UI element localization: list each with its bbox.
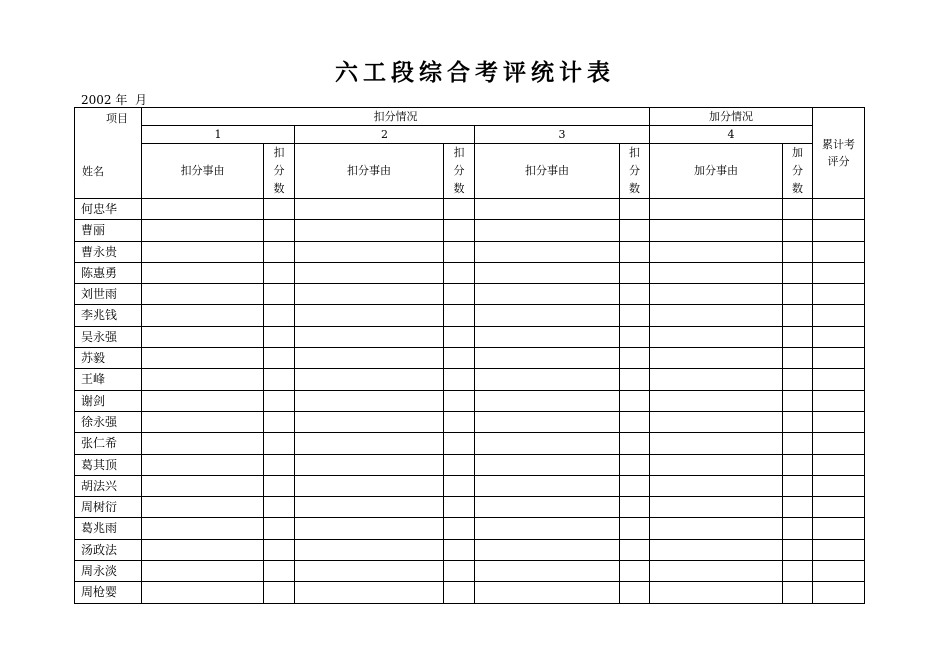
- score-cell[interactable]: [620, 433, 650, 454]
- score-cell[interactable]: [264, 539, 295, 560]
- score-cell[interactable]: [295, 220, 444, 241]
- table-row: [75, 199, 865, 220]
- score-cell[interactable]: [142, 305, 264, 326]
- score-cell[interactable]: [142, 561, 264, 582]
- score-cell[interactable]: [444, 390, 475, 411]
- score-cell[interactable]: [650, 326, 783, 347]
- employee-name: 苏毅: [75, 348, 142, 369]
- score-cell[interactable]: [444, 411, 475, 432]
- score-cell[interactable]: [295, 241, 444, 262]
- score-cell[interactable]: [783, 497, 813, 518]
- employee-name: 周枪婴: [75, 582, 142, 603]
- deduct-points-label-3: 扣分数: [629, 146, 640, 195]
- score-cell[interactable]: [650, 390, 783, 411]
- score-cell[interactable]: [295, 369, 444, 390]
- col-number-4: 4: [650, 126, 813, 144]
- score-cell[interactable]: [783, 348, 813, 369]
- score-cell[interactable]: [295, 390, 444, 411]
- score-cell[interactable]: [783, 369, 813, 390]
- score-cell[interactable]: [650, 582, 783, 603]
- score-cell[interactable]: [444, 539, 475, 560]
- employee-name: 曹永贵: [75, 241, 142, 262]
- score-cell[interactable]: [620, 220, 650, 241]
- table-row: [75, 454, 865, 475]
- score-cell[interactable]: [783, 199, 813, 220]
- score-cell[interactable]: [264, 241, 295, 262]
- score-cell[interactable]: [813, 539, 865, 560]
- score-cell[interactable]: [264, 561, 295, 582]
- score-cell[interactable]: [650, 497, 783, 518]
- score-cell[interactable]: [475, 433, 620, 454]
- item-name-header: [75, 108, 142, 199]
- employee-name: 何忠华: [75, 199, 142, 220]
- score-cell[interactable]: [264, 262, 295, 283]
- score-cell[interactable]: [264, 284, 295, 305]
- score-cell[interactable]: [620, 241, 650, 262]
- score-cell[interactable]: [475, 369, 620, 390]
- score-cell[interactable]: [142, 454, 264, 475]
- score-cell[interactable]: [264, 199, 295, 220]
- score-cell[interactable]: [650, 348, 783, 369]
- score-cell[interactable]: [475, 497, 620, 518]
- employee-name: 张仁希: [75, 433, 142, 454]
- score-cell[interactable]: [142, 390, 264, 411]
- total-score-label: 累计考评分: [822, 138, 855, 168]
- score-cell[interactable]: [444, 518, 475, 539]
- score-cell[interactable]: [783, 433, 813, 454]
- date-line: 2002 年 月: [81, 93, 147, 107]
- score-cell[interactable]: [295, 326, 444, 347]
- score-cell[interactable]: [813, 582, 865, 603]
- score-cell[interactable]: [620, 369, 650, 390]
- score-cell[interactable]: [295, 262, 444, 283]
- score-cell[interactable]: [783, 305, 813, 326]
- table-row: [75, 475, 865, 496]
- score-cell[interactable]: [142, 369, 264, 390]
- score-cell[interactable]: [264, 369, 295, 390]
- employee-name: 曹丽: [75, 220, 142, 241]
- score-cell[interactable]: [295, 284, 444, 305]
- score-cell[interactable]: [444, 199, 475, 220]
- score-cell[interactable]: [142, 348, 264, 369]
- score-cell[interactable]: [142, 326, 264, 347]
- score-cell[interactable]: [813, 305, 865, 326]
- score-cell[interactable]: [783, 454, 813, 475]
- score-cell[interactable]: [650, 305, 783, 326]
- employee-name: 胡法兴: [75, 475, 142, 496]
- score-cell[interactable]: [813, 497, 865, 518]
- table-row: [75, 326, 865, 347]
- deduct-group-header: 扣分情况: [142, 108, 650, 126]
- score-cell[interactable]: [142, 241, 264, 262]
- score-cell[interactable]: [813, 326, 865, 347]
- score-cell[interactable]: [475, 262, 620, 283]
- score-cell[interactable]: [650, 561, 783, 582]
- score-cell[interactable]: [444, 433, 475, 454]
- score-cell[interactable]: [650, 262, 783, 283]
- score-cell[interactable]: [142, 582, 264, 603]
- score-cell[interactable]: [142, 433, 264, 454]
- score-cell[interactable]: [295, 348, 444, 369]
- score-cell[interactable]: [620, 475, 650, 496]
- score-cell[interactable]: [475, 454, 620, 475]
- table-row: [75, 497, 865, 518]
- score-cell[interactable]: [264, 348, 295, 369]
- employee-name: 周树衍: [75, 497, 142, 518]
- score-cell[interactable]: [813, 411, 865, 432]
- table-row: [75, 220, 865, 241]
- score-cell[interactable]: [650, 454, 783, 475]
- page-title: 六工段综合考评统计表: [335, 59, 615, 86]
- score-cell[interactable]: [295, 199, 444, 220]
- evaluation-table: [74, 107, 865, 604]
- score-cell[interactable]: [295, 518, 444, 539]
- score-cell[interactable]: [444, 348, 475, 369]
- table-row: [75, 411, 865, 432]
- score-cell[interactable]: [444, 262, 475, 283]
- score-cell[interactable]: [813, 199, 865, 220]
- score-cell[interactable]: [620, 561, 650, 582]
- score-cell[interactable]: [650, 199, 783, 220]
- score-cell[interactable]: [650, 411, 783, 432]
- score-cell[interactable]: [444, 305, 475, 326]
- col-number-2: 2: [295, 126, 475, 144]
- deduct-points-label-2: 扣分数: [453, 146, 465, 195]
- score-cell[interactable]: [444, 220, 475, 241]
- score-cell[interactable]: [620, 262, 650, 283]
- score-cell[interactable]: [264, 305, 295, 326]
- table-row: [75, 539, 865, 560]
- score-cell[interactable]: [620, 390, 650, 411]
- score-cell[interactable]: [475, 411, 620, 432]
- score-cell[interactable]: [295, 539, 444, 560]
- score-cell[interactable]: [295, 497, 444, 518]
- score-cell[interactable]: [295, 582, 444, 603]
- score-cell[interactable]: [142, 199, 264, 220]
- score-cell[interactable]: [783, 326, 813, 347]
- score-cell[interactable]: [264, 454, 295, 475]
- employee-name: 汤政法: [75, 539, 142, 560]
- score-cell[interactable]: [264, 475, 295, 496]
- score-cell[interactable]: [620, 582, 650, 603]
- score-cell[interactable]: [620, 326, 650, 347]
- score-cell[interactable]: [620, 518, 650, 539]
- score-cell[interactable]: [813, 348, 865, 369]
- score-cell[interactable]: [783, 241, 813, 262]
- score-cell[interactable]: [142, 539, 264, 560]
- employee-name: 刘世雨: [75, 284, 142, 305]
- score-cell[interactable]: [142, 284, 264, 305]
- score-cell[interactable]: [475, 390, 620, 411]
- score-cell[interactable]: [620, 411, 650, 432]
- deduct-points-header-2: [444, 144, 475, 199]
- score-cell[interactable]: [620, 497, 650, 518]
- score-cell[interactable]: [444, 497, 475, 518]
- employee-name: 葛其顶: [75, 454, 142, 475]
- score-cell[interactable]: [783, 390, 813, 411]
- score-cell[interactable]: [444, 241, 475, 262]
- score-cell[interactable]: [142, 518, 264, 539]
- score-cell[interactable]: [295, 433, 444, 454]
- employee-name: 周永淡: [75, 561, 142, 582]
- score-cell[interactable]: [783, 561, 813, 582]
- score-cell[interactable]: [264, 518, 295, 539]
- score-cell[interactable]: [475, 518, 620, 539]
- score-cell[interactable]: [142, 262, 264, 283]
- score-cell[interactable]: [475, 539, 620, 560]
- score-cell[interactable]: [295, 305, 444, 326]
- score-cell[interactable]: [620, 539, 650, 560]
- deduct-points-header-3: [620, 144, 650, 199]
- score-cell[interactable]: [444, 326, 475, 347]
- score-cell[interactable]: [264, 326, 295, 347]
- table-row: [75, 518, 865, 539]
- score-cell[interactable]: [620, 284, 650, 305]
- score-cell[interactable]: [475, 348, 620, 369]
- score-cell[interactable]: [620, 348, 650, 369]
- score-cell[interactable]: [444, 454, 475, 475]
- score-cell[interactable]: [813, 262, 865, 283]
- score-cell[interactable]: [475, 199, 620, 220]
- table-row: [75, 284, 865, 305]
- deduct-reason-header-2: 扣分事由: [295, 144, 444, 199]
- total-score-header: [813, 108, 865, 199]
- item-header-label: 项目: [106, 112, 128, 125]
- score-cell[interactable]: [475, 582, 620, 603]
- employee-name: 谢剑: [75, 390, 142, 411]
- score-cell[interactable]: [650, 369, 783, 390]
- deduct-points-label-1: 扣分数: [273, 146, 285, 195]
- table-row: [75, 582, 865, 603]
- deduct-points-header-1: [264, 144, 295, 199]
- score-cell[interactable]: [264, 220, 295, 241]
- add-points-header: [783, 144, 813, 199]
- table-row: [75, 433, 865, 454]
- name-header-label: 姓名: [82, 164, 104, 178]
- score-cell[interactable]: [295, 475, 444, 496]
- score-cell[interactable]: [444, 369, 475, 390]
- score-cell[interactable]: [475, 220, 620, 241]
- deduct-reason-header-3: 扣分事由: [475, 144, 620, 199]
- score-cell[interactable]: [813, 433, 865, 454]
- score-cell[interactable]: [813, 561, 865, 582]
- score-cell[interactable]: [650, 475, 783, 496]
- score-cell[interactable]: [620, 305, 650, 326]
- score-cell[interactable]: [264, 390, 295, 411]
- score-cell[interactable]: [444, 475, 475, 496]
- table-row: [75, 369, 865, 390]
- score-cell[interactable]: [264, 582, 295, 603]
- score-cell[interactable]: [783, 582, 813, 603]
- score-cell[interactable]: [475, 326, 620, 347]
- score-cell[interactable]: [475, 305, 620, 326]
- add-points-label: 加分数: [792, 146, 803, 195]
- score-cell[interactable]: [142, 220, 264, 241]
- score-cell[interactable]: [142, 497, 264, 518]
- score-cell[interactable]: [295, 411, 444, 432]
- score-cell[interactable]: [264, 411, 295, 432]
- score-cell[interactable]: [813, 220, 865, 241]
- col-number-3: 3: [475, 126, 650, 144]
- table-row: [75, 241, 865, 262]
- score-cell[interactable]: [783, 411, 813, 432]
- score-cell[interactable]: [295, 561, 444, 582]
- table-row: [75, 262, 865, 283]
- score-cell[interactable]: [650, 284, 783, 305]
- score-cell[interactable]: [783, 262, 813, 283]
- score-cell[interactable]: [444, 582, 475, 603]
- employee-name: 李兆钱: [75, 305, 142, 326]
- deduct-reason-header-1: 扣分事由: [142, 144, 264, 199]
- employee-name: 葛兆雨: [75, 518, 142, 539]
- score-cell[interactable]: [475, 561, 620, 582]
- table-row: [75, 305, 865, 326]
- table-row: [75, 390, 865, 411]
- score-cell[interactable]: [813, 241, 865, 262]
- score-cell[interactable]: [475, 284, 620, 305]
- score-cell[interactable]: [813, 518, 865, 539]
- add-reason-header: 加分事由: [650, 144, 783, 199]
- score-cell[interactable]: [475, 475, 620, 496]
- score-cell[interactable]: [813, 475, 865, 496]
- score-cell[interactable]: [650, 241, 783, 262]
- score-cell[interactable]: [650, 433, 783, 454]
- score-cell[interactable]: [142, 411, 264, 432]
- score-cell[interactable]: [813, 454, 865, 475]
- score-cell[interactable]: [650, 220, 783, 241]
- employee-name: 吴永强: [75, 326, 142, 347]
- score-cell[interactable]: [444, 561, 475, 582]
- score-cell[interactable]: [783, 518, 813, 539]
- score-cell[interactable]: [650, 539, 783, 560]
- score-cell[interactable]: [444, 284, 475, 305]
- table-row: [75, 348, 865, 369]
- score-cell[interactable]: [620, 199, 650, 220]
- score-cell[interactable]: [783, 475, 813, 496]
- score-cell[interactable]: [813, 284, 865, 305]
- score-cell[interactable]: [264, 433, 295, 454]
- score-cell[interactable]: [813, 369, 865, 390]
- score-cell[interactable]: [264, 497, 295, 518]
- col-number-1: 1: [142, 126, 295, 144]
- add-group-header: 加分情况: [650, 108, 813, 126]
- score-cell[interactable]: [475, 241, 620, 262]
- score-cell[interactable]: [650, 518, 783, 539]
- employee-name: 陈惠勇: [75, 262, 142, 283]
- employee-name: 徐永强: [75, 411, 142, 432]
- score-cell[interactable]: [783, 220, 813, 241]
- score-cell[interactable]: [295, 454, 444, 475]
- score-cell[interactable]: [142, 475, 264, 496]
- score-cell[interactable]: [783, 284, 813, 305]
- score-cell[interactable]: [813, 390, 865, 411]
- employee-name: 王峰: [75, 369, 142, 390]
- score-cell[interactable]: [620, 454, 650, 475]
- table-row: [75, 561, 865, 582]
- score-cell[interactable]: [783, 539, 813, 560]
